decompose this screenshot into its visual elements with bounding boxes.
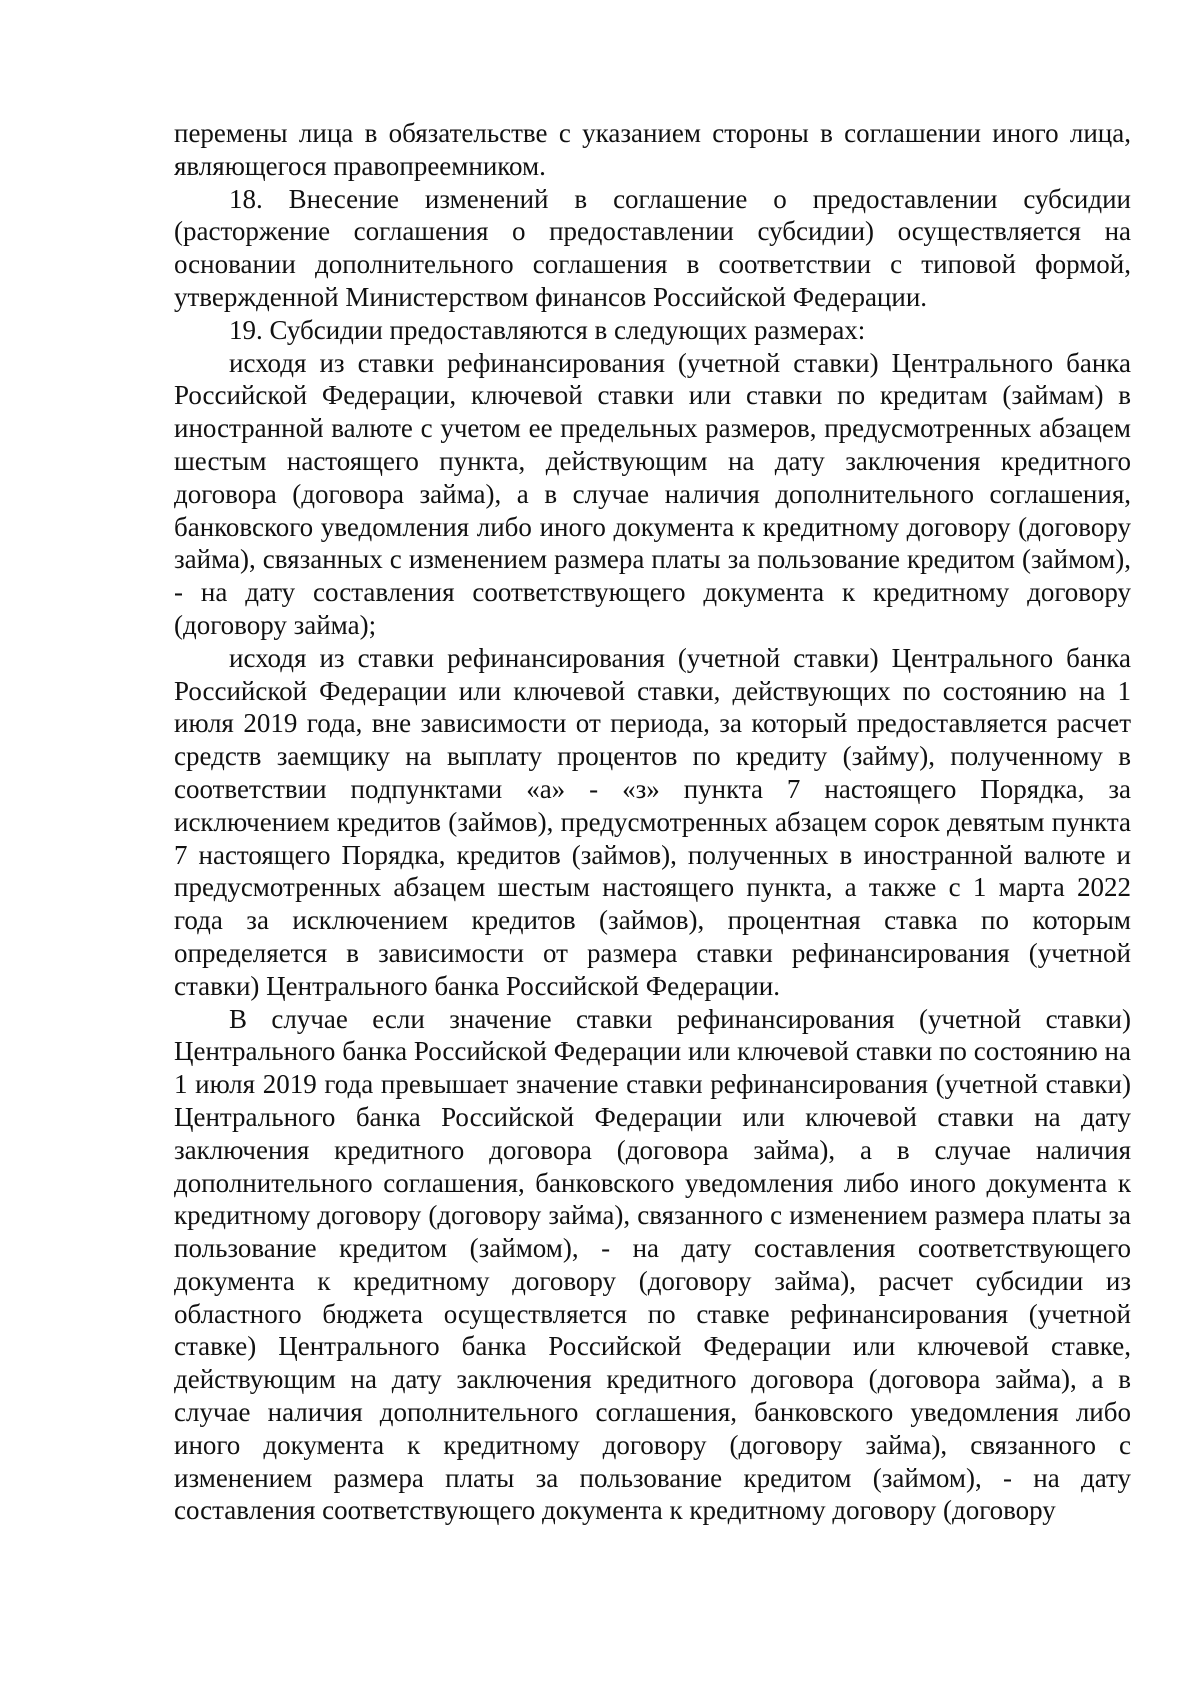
paragraph-item-18: 18. Внесение изменений в соглашение о предоставлении субсидии (расторжение соглашения о предоставлении субсидии) осуществляется на основании дополнительного соглашения в соответствии с типовой формой, утвержденной Министерством финансов Российской Федерации. xyxy=(174,183,1131,312)
paragraph-continuation: перемены лица в обязательстве с указанием стороны в соглашении иного лица, являющегося правопреемником. xyxy=(174,118,1131,181)
paragraph-subsidy-rate-2: исходя из ставки рефинансирования (учетной ставки) Центрального банка Российской Федерации или ключевой ставки, действующих по состоянию на 1 июля 2019 года, вне зависимости от периода, за который предоставляется расчет средств заемщику на выплату процентов по кредиту (займу), полученному в соответствии подпунктами «а» - «з» пункта 7 настоящего Порядка, за исключением кредитов (займов), предусмотренных абзацем сорок девятым пункта 7 настоящего Порядка, кредитов (займов), полученных в иностранной валюте и предусмотренных абзацем шестым настоящего пункта, а также с 1 марта 2022 года за исключением кредитов (займов), процентная ставка по которым определяется в зависимости от размера ставки рефинансирования (учетной ставки) Центрального банка Российской Федерации. xyxy=(174,642,1131,1001)
document-body xyxy=(174,117,1131,1527)
paragraph-subsidy-rate-1: исходя из ставки рефинансирования (учетной ставки) Центрального банка Российской Федерации, ключевой ставки или ставки по кредитам (займам) в иностранной валюте с учетом ее предельных размеров, предусмотренных абзацем шестым настоящего пункта, действующим на дату заключения кредитного договора (договора займа), а в случае наличия дополнительного соглашения, банковского уведомления либо иного документа к кредитному договору (договору займа), связанных с изменением размера платы за пользование кредитом (займом), - на дату составления соответствующего документа к кредитному договору (договору займа); xyxy=(174,347,1131,640)
paragraph-item-19: 19. Субсидии предоставляются в следующих размерах: xyxy=(229,314,866,345)
paragraph-rate-exceeds-case: В случае если значение ставки рефинансирования (учетной ставки) Центрального банка Российской Федерации или ключевой ставки по состоянию на 1 июля 2019 года превышает значение ставки рефинансирования (учетной ставки) Центрального банка Российской Федерации или ключевой ставки на дату заключения кредитного договора (договора займа), а в случае наличия дополнительного соглашения, банковского уведомления либо иного документа к кредитному договору (договору займа), связанного с изменением размера платы за пользование кредитом (займом), - на дату составления соответствующего документа к кредитному договору (договору займа), расчет субсидии из областного бюджета осуществляется по ставке рефинансирования (учетной ставке) Центрального банка Российской Федерации или ключевой ставке, действующим на дату заключения кредитного договора (договора займа), а в случае наличия дополнительного соглашения, банковского уведомления либо иного документа к кредитному договору (договору займа), связанного с изменением размера платы за пользование кредитом (займом), - на дату составления соответствующего документа к кредитному договору (договору xyxy=(174,1003,1131,1526)
